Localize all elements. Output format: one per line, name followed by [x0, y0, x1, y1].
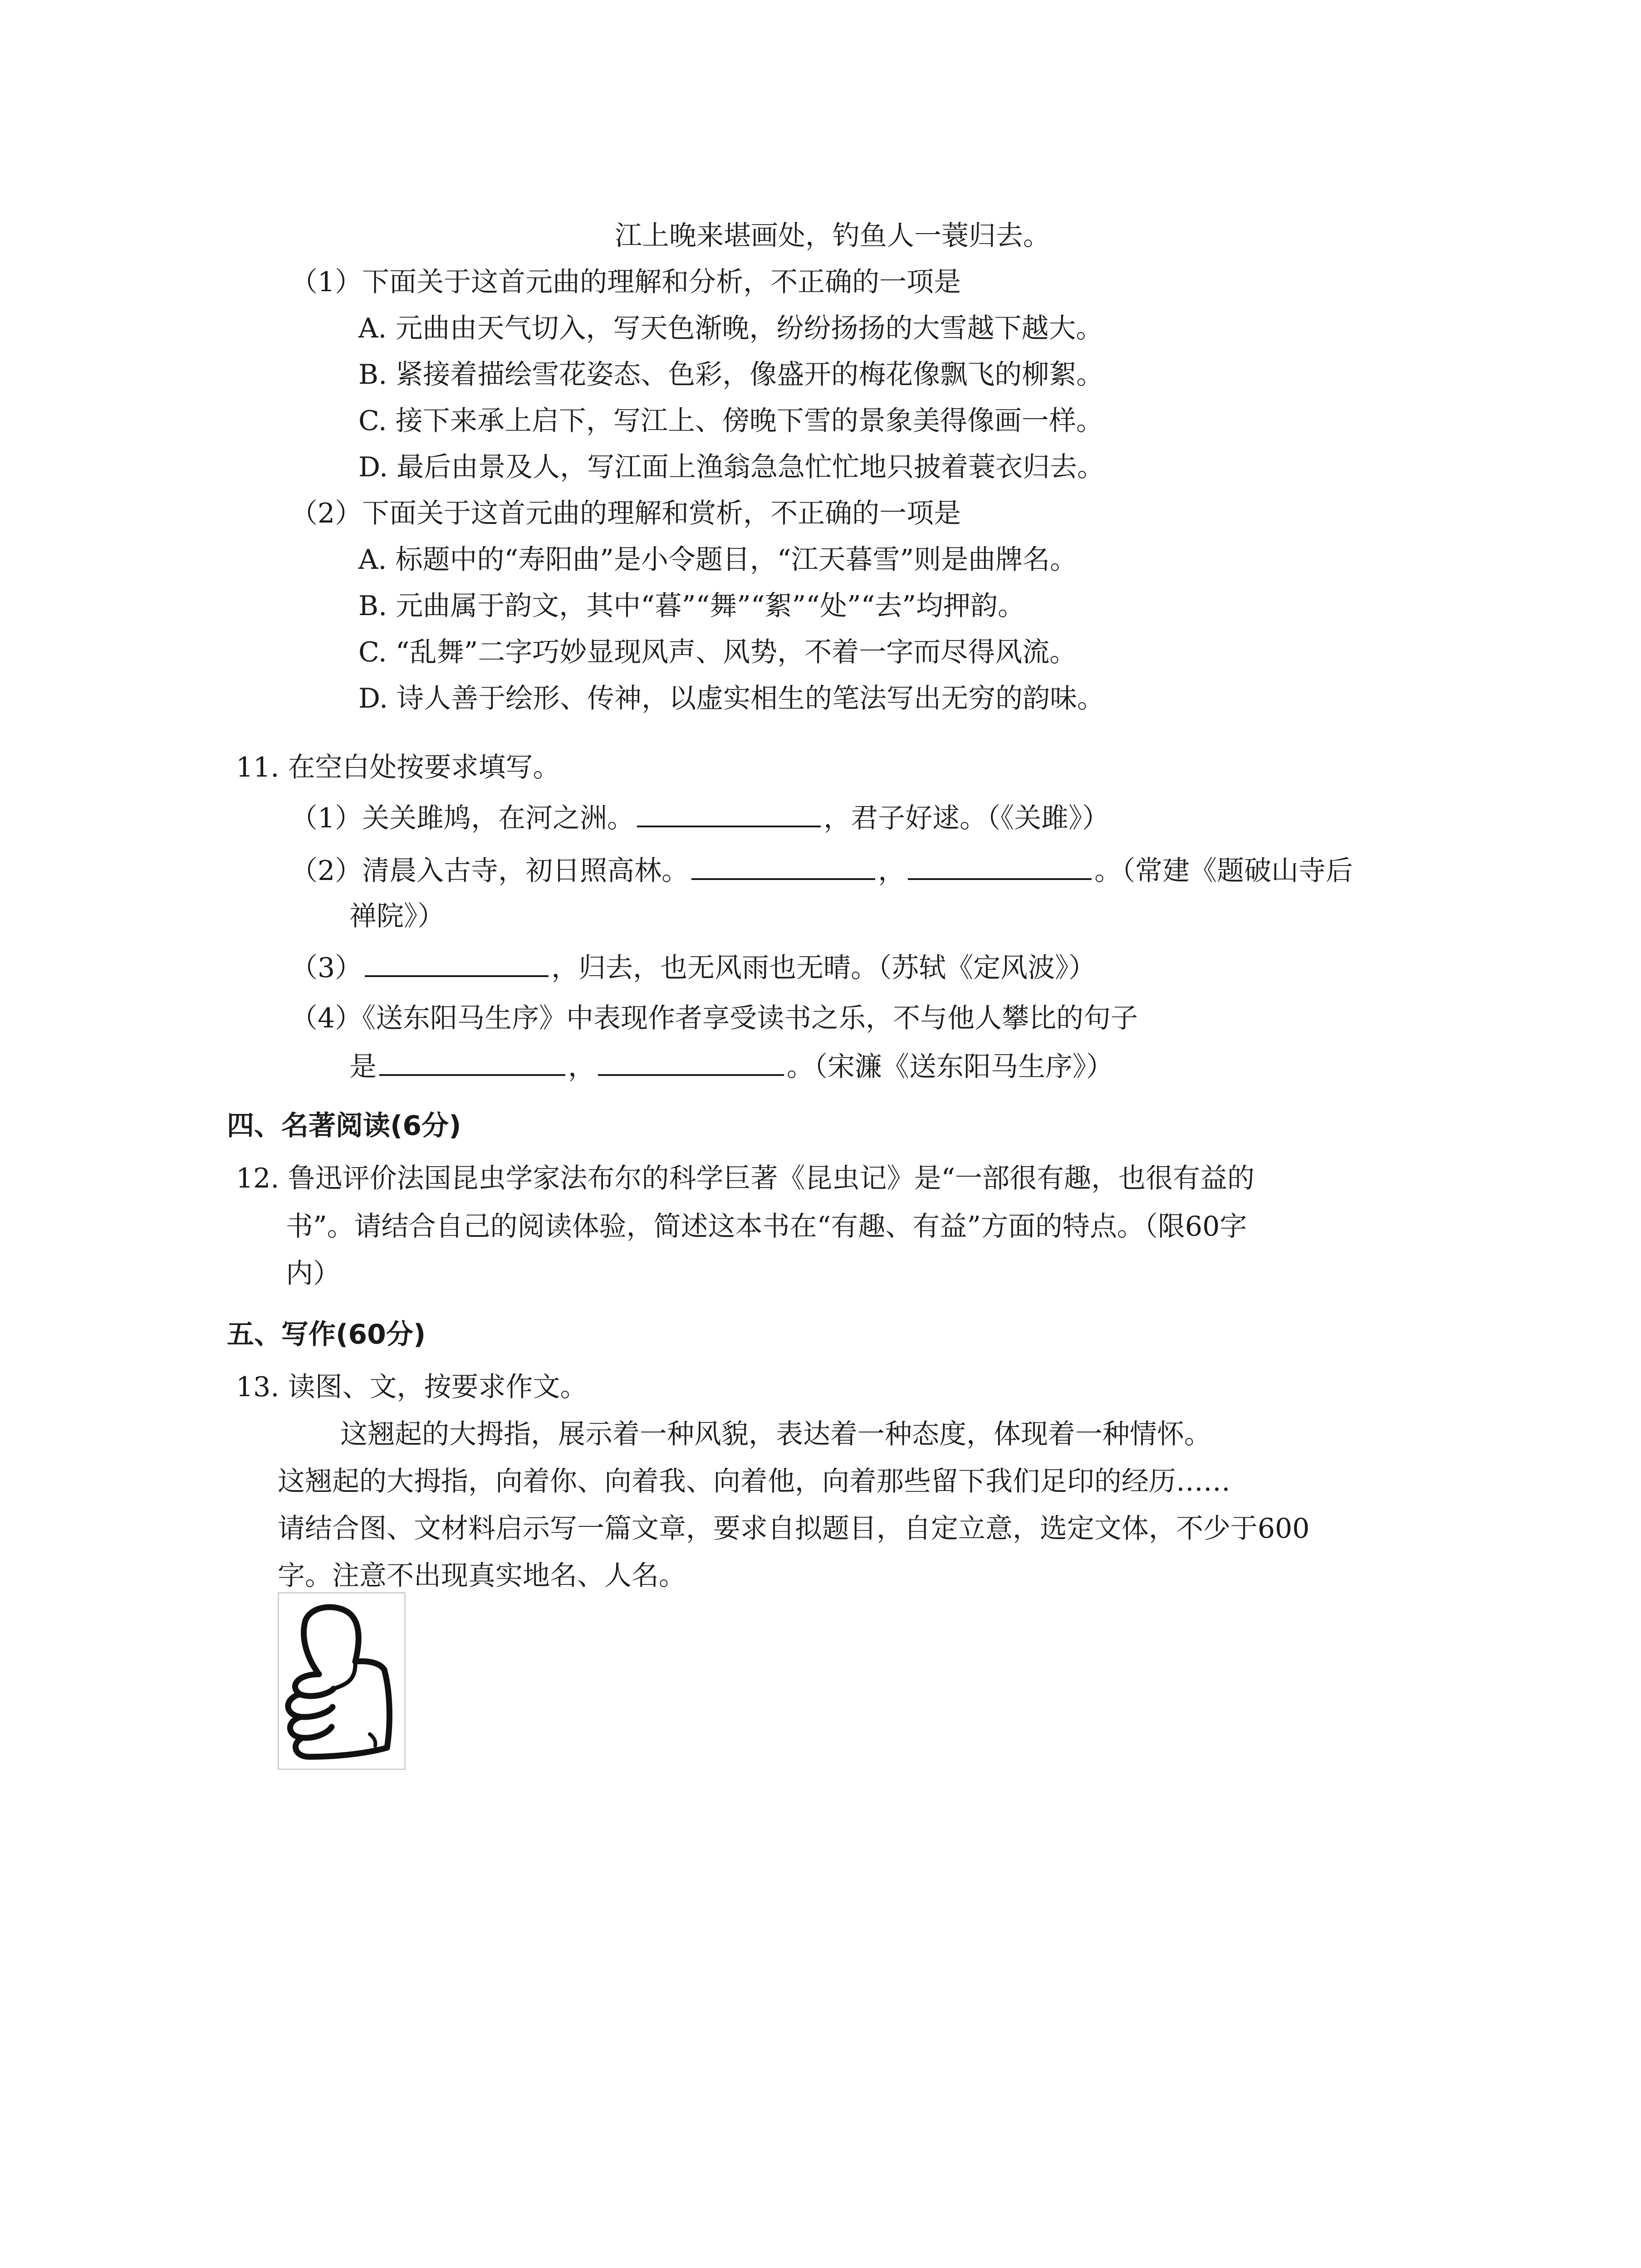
answer-blank[interactable] — [908, 852, 1092, 880]
thumbs-up-icon — [278, 1592, 406, 1770]
q11-sub4-post: 。（宋濂《送东阳马生序》） — [787, 1051, 1113, 1083]
q11-sub1-pre: （1）关关雎鸠，在河之洲。 — [290, 802, 635, 834]
q11-sub3-num: （3） — [290, 952, 362, 984]
section5-heading: 五、写作(60分) — [227, 1319, 426, 1350]
q11-sub1-post: ，君子好逑。（《关雎》） — [823, 802, 1110, 834]
q10-sub2-option-b: B. 元曲属于韵文，其中“暮”“舞”“絮”“处”“去”均押韵。 — [358, 590, 1025, 622]
q11-sub4-line1: （4）《送东阳马生序》中表现作者享受读书之乐，不与他人攀比的句子 — [290, 1002, 1138, 1034]
q11-sub2-mid: ， — [878, 855, 906, 887]
q10-sub2-option-c: C. “乱舞”二字巧妙显现风声、风势，不着一字而尽得风流。 — [358, 636, 1077, 668]
q11-sub4-mid: ， — [568, 1051, 595, 1083]
q11-sub2-post: 。（常建《题破山寺后 — [1094, 855, 1353, 887]
q10-sub2-stem: （2）下面关于这首元曲的理解和赏析，不正确的一项是 — [290, 498, 961, 529]
poem-last-line: 江上晚来堪画处，钓鱼人一蓑归去。 — [615, 220, 1050, 252]
answer-blank[interactable] — [691, 852, 875, 880]
q10-sub2-option-a: A. 标题中的“寿阳曲”是小令题目，“江天暮雪”则是曲牌名。 — [358, 544, 1078, 576]
answer-blank[interactable] — [598, 1048, 784, 1076]
q11-sub1 — [290, 799, 1109, 836]
answer-blank[interactable] — [379, 1048, 565, 1076]
answer-blank[interactable] — [365, 949, 549, 977]
q13-line3: 请结合图、文材料启示写一篇文章，要求自拟题目，自定立意，选定文体，不少于600 — [278, 1513, 1310, 1545]
answer-blank[interactable] — [637, 799, 821, 827]
q13-line1: 这翘起的大拇指，展示着一种风貌，表达着一种态度，体现着一种情怀。 — [340, 1418, 1211, 1450]
q11-title: 11. 在空白处按要求填写。 — [236, 752, 560, 783]
q11-sub2-pre: （2）清晨入古寺，初日照高林。 — [290, 855, 689, 887]
q10-sub1-option-a: A. 元曲由天气切入，写天色渐晚，纷纷扬扬的大雪越下越大。 — [358, 313, 1103, 344]
q11-sub2 — [290, 852, 1353, 889]
q13-line2: 这翘起的大拇指，向着你、向着我、向着他，向着那些留下我们足印的经历…… — [278, 1466, 1230, 1497]
q13-title: 13. 读图、文，按要求作文。 — [236, 1371, 588, 1403]
thumbs-up-drawing — [279, 1593, 404, 1769]
q13-line4: 字。注意不出现真实地名、人名。 — [278, 1560, 686, 1592]
q11-sub4-pre: 是 — [349, 1051, 377, 1083]
q10-sub1-stem: （1）下面关于这首元曲的理解和分析，不正确的一项是 — [290, 266, 961, 298]
q12-line2: 书”。请结合自己的阅读体验，简述这本书在“有趣、有益”方面的特点。（限60字 — [286, 1211, 1247, 1242]
q12-line1: 12. 鲁迅评价法国昆虫学家法布尔的科学巨著《昆虫记》是“一部很有趣，也很有益的 — [236, 1163, 1255, 1194]
section4-heading: 四、名著阅读(6分) — [227, 1110, 461, 1142]
q11-sub3-post: ，归去，也无风雨也无晴。（苏轼《定风波》） — [551, 952, 1096, 984]
q10-sub2-option-d: D. 诗人善于绘形、传神，以虚实相生的笔法写出无穷的韵味。 — [358, 683, 1105, 714]
q10-sub1-option-b: B. 紧接着描绘雪花姿态、色彩，像盛开的梅花像飘飞的柳絮。 — [358, 359, 1104, 391]
q11-sub3 — [290, 949, 1096, 986]
q10-sub1-option-c: C. 接下来承上启下，写江上、傍晚下雪的景象美得像画一样。 — [358, 405, 1103, 437]
q10-sub1-option-d: D. 最后由景及人，写江面上渔翁急急忙忙地只披着蓑衣归去。 — [358, 451, 1105, 483]
q11-sub2-continuation: 禅院》） — [349, 900, 445, 932]
q12-line3: 内） — [286, 1258, 340, 1290]
q11-sub4-line2 — [349, 1048, 1113, 1085]
